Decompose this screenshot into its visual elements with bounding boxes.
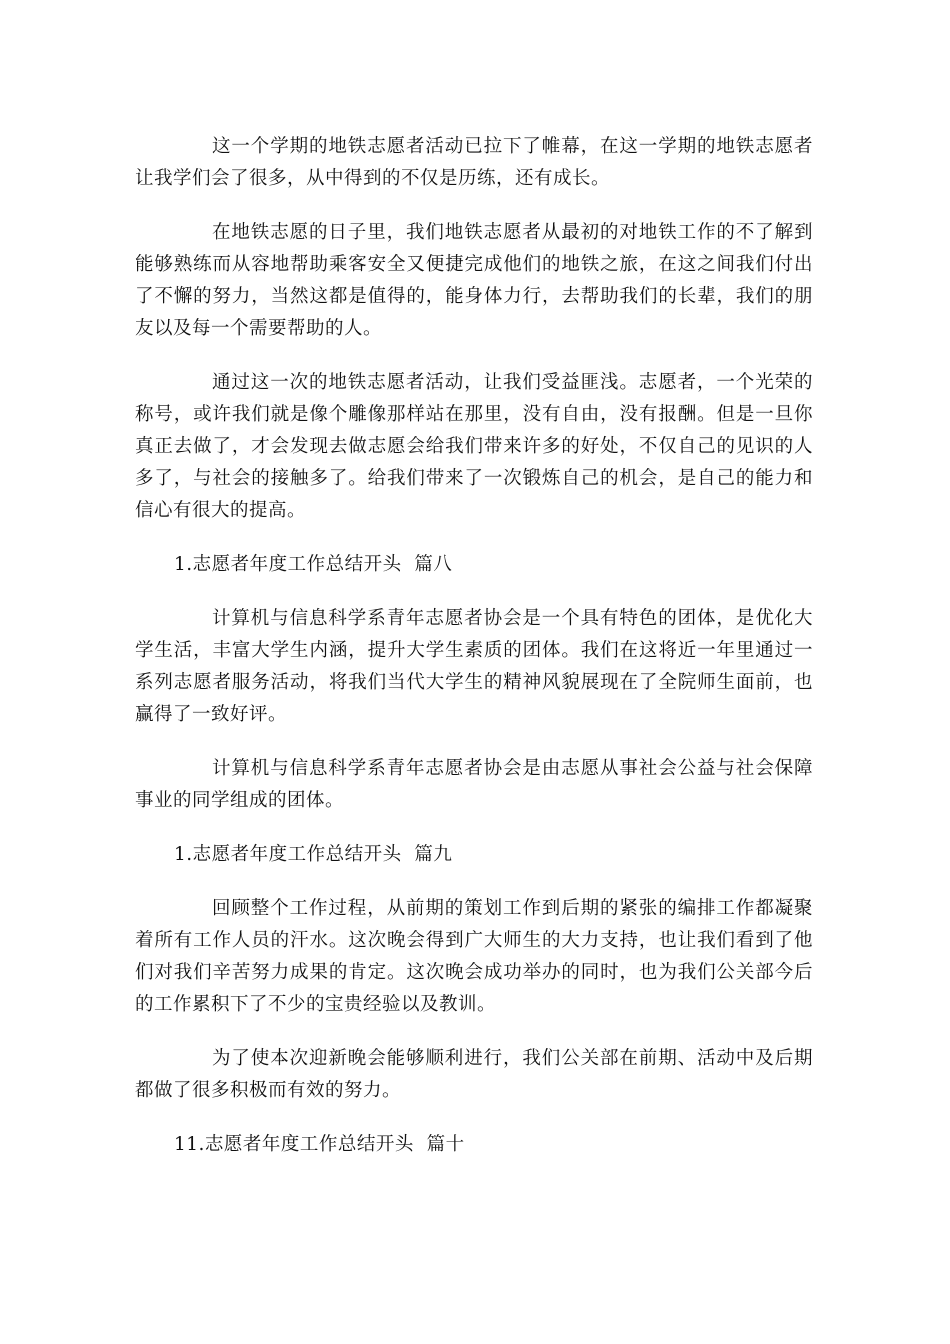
section-heading-part-10: 11.志愿者年度工作总结开头 篇十 [174, 1134, 465, 1155]
paragraph-gala-efforts: 为了使本次迎新晚会能够顺利进行，我们公关部在前期、活动中及后期都做了很多积极而有效的努力。 [135, 1048, 813, 1101]
document-body [135, 131, 813, 1183]
section-heading-part-8: 1.志愿者年度工作总结开头 篇八 [174, 554, 453, 575]
paragraph-cs-volunteer-composition: 计算机与信息科学系青年志愿者协会是由志愿从事社会公益与社会保障事业的同学组成的团体。 [135, 758, 813, 811]
section-heading-part-9: 1.志愿者年度工作总结开头 篇九 [174, 844, 453, 865]
paragraph-subway-volunteer-days: 在地铁志愿的日子里，我们地铁志愿者从最初的对地铁工作的不了解到能够熟练而从容地帮助乘客安全又便捷完成他们的地铁之旅，在这之间我们付出了不懈的努力，当然这都是值得的，能身体力行，去帮助我们的长辈，我们的朋友以及每一个需要帮助的人。 [135, 222, 813, 339]
paragraph-subway-volunteer-benefits: 通过这一次的地铁志愿者活动，让我们受益匪浅。志愿者，一个光荣的称号，或许我们就是像个雕像那样站在那里，没有自由，没有报酬。但是一旦你真正去做了，才会发现去做志愿会给我们带来许多的好处，不仅自己的见识的人多了，与社会的接触多了。给我们带来了一次锻炼自己的机会，是自己的能力和信心有很大的提高。 [135, 372, 813, 521]
paragraph-subway-volunteer-intro: 这一个学期的地铁志愿者活动已拉下了帷幕，在这一学期的地铁志愿者让我学们会了很多，从中得到的不仅是历练，还有成长。 [135, 136, 813, 189]
paragraph-cs-volunteer-association: 计算机与信息科学系青年志愿者协会是一个具有特色的团体，是优化大学生活，丰富大学生内涵，提升大学生素质的团体。我们在这将近一年里通过一系列志愿者服务活动，将我们当代大学生的精神风貌展现在了全院师生面前，也赢得了一致好评。 [135, 608, 813, 725]
paragraph-gala-review: 回顾整个工作过程，从前期的策划工作到后期的紧张的编排工作都凝聚着所有工作人员的汗水。这次晚会得到广大师生的大力支持，也让我们看到了他们对我们辛苦努力成果的肯定。这次晚会成功举办的同时，也为我们公关部今后的工作累积下了不少的宝贵经验以及教训。 [135, 898, 813, 1015]
